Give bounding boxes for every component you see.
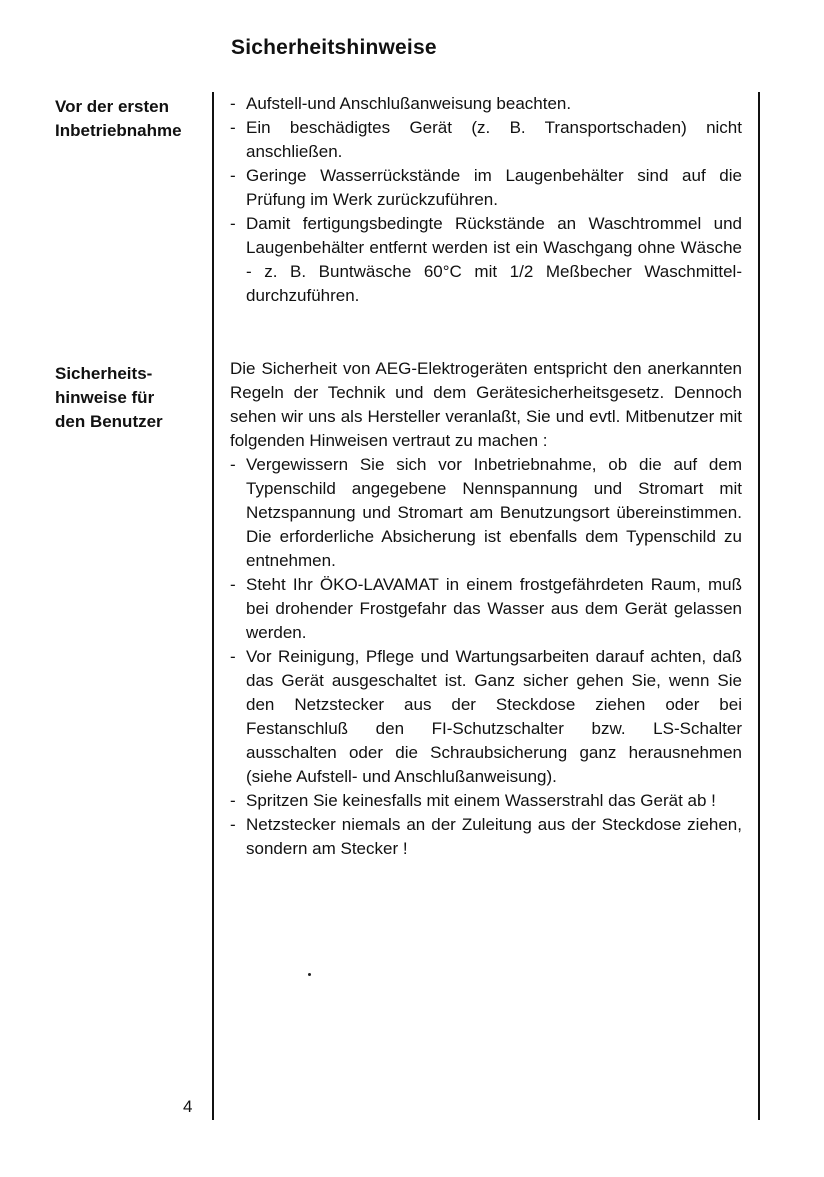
list-item-text: Geringe Wasserrückstände im Laugenbehälter sind auf die Prüfung im Werk zurückzuführen. (246, 166, 742, 209)
list-item: - Steht Ihr ÖKO-LAVAMAT in einem frostgefährdeten Raum, muß bei drohender Frostgefahr das Wasser aus dem Gerät gelassen werden. (230, 575, 742, 642)
list-item-text: Steht Ihr ÖKO-LAVAMAT in einem frostgefährdeten Raum, muß bei drohender Frostgefahr das Wasser aus dem Gerät gelassen werden. (246, 575, 742, 642)
list-item-text: Vor Reinigung, Pflege und Wartungsarbeiten darauf achten, daß das Gerät ausgeschaltet ist. Ganz sicher gehen Sie, wenn Sie den Netzstecker aus der Steckdose ziehen oder bei Festanschluß den FI-Schutzschalter bzw. LS-Schalter ausschalten oder die Schraubsicherung ganz herausnehmen (siehe Aufstell- und Anschlußanweisung). (246, 647, 742, 786)
intro-paragraph: Die Sicherheit von AEG-Elektrogeräten entspricht den anerkannten Regeln der Technik und dem Gerätesicherheitsgesetz. Dennoch sehen wir uns als Hersteller veranlaßt, Sie und evtl. Mitbenutzer mit folgenden Hinweisen vertraut zu machen : (230, 359, 742, 450)
list-item: - Damit fertigungsbedingte Rückstände an Waschtrommel und Laugenbehälter entfernt werden ist ein Waschgang ohne Wäsche - z. B. Buntwäsche 60°C mit 1/2 Meßbecher Waschmittel- durchzuführen. (230, 214, 742, 305)
list-item-text: Vergewissern Sie sich vor Inbetriebnahme, ob die auf dem Typenschild angegebene Nennspannung und Stromart mit Netzspannung und Stromart am Benutzungsort übereinstimmen. Die erforderliche Absicherung ist ebenfalls dem Typenschild zu entnehmen. (246, 455, 742, 570)
heading-line: Vor der ersten (55, 97, 170, 116)
list-item-text: Damit fertigungsbedingte Rückstände an Waschtrommel und Laugenbehälter entfernt werden ist ein Waschgang ohne Wäsche - z. B. Buntwäsche 60°C mit 1/2 Meßbecher Waschmittel- durchzuführen. (246, 214, 742, 305)
page-title: Sicherheitshinweise (231, 36, 437, 59)
heading-line: Inbetriebnahme (55, 121, 182, 140)
list-item-text: Aufstell-und Anschlußanweisung beachten. (246, 94, 572, 113)
first-use-list (230, 92, 742, 308)
right-divider (758, 92, 760, 1120)
list-item-text: Spritzen Sie keinesfalls mit einem Wasserstrahl das Gerät ab ! (246, 791, 716, 810)
list-item: - Vergewissern Sie sich vor Inbetriebnahme, ob die auf dem Typenschild angegebene Nennspannung und Stromart mit Netzspannung und Stromart am Benutzungsort übereinstimmen. Die erforderliche Absicherung ist ebenfalls dem Typenschild zu entnehmen. (230, 455, 742, 570)
page-number: 4 (183, 1097, 193, 1116)
list-item-text: Netzstecker niemals an der Zuleitung aus der Steckdose ziehen, sondern am Stecker ! (246, 815, 742, 858)
list-item: - Geringe Wasserrückstände im Laugenbehälter sind auf die Prüfung im Werk zurückzuführen. (230, 166, 742, 209)
list-item: - Spritzen Sie keinesfalls mit einem Wasserstrahl das Gerät ab ! (230, 791, 716, 810)
speck-mark (308, 973, 311, 976)
list-item-text: Ein beschädigtes Gerät (z. B. Transportschaden) nicht anschließen. (246, 118, 742, 161)
heading-line: hinweise für (55, 388, 155, 407)
left-divider (212, 92, 214, 1120)
list-item: - Netzstecker niemals an der Zuleitung aus der Steckdose ziehen, sondern am Stecker ! (230, 815, 742, 858)
section-heading-user-safety (55, 362, 163, 434)
user-safety-block (230, 357, 742, 861)
heading-line: den Benutzer (55, 412, 163, 431)
list-item: - Aufstell-und Anschlußanweisung beachten. (230, 94, 572, 113)
section-heading-first-use (55, 95, 182, 143)
list-item: - Vor Reinigung, Pflege und Wartungsarbeiten darauf achten, daß das Gerät ausgeschaltet ist. Ganz sicher gehen Sie, wenn Sie den Netzstecker aus der Steckdose ziehen oder bei Festanschluß den FI-Schutzschalter bzw. LS-Schalter ausschalten oder die Schraubsicherung ganz herausnehmen (siehe Aufstell- und Anschlußanweisung). (230, 647, 742, 786)
heading-line: Sicherheits- (55, 364, 153, 383)
list-item: - Ein beschädigtes Gerät (z. B. Transportschaden) nicht anschließen. (230, 118, 742, 161)
